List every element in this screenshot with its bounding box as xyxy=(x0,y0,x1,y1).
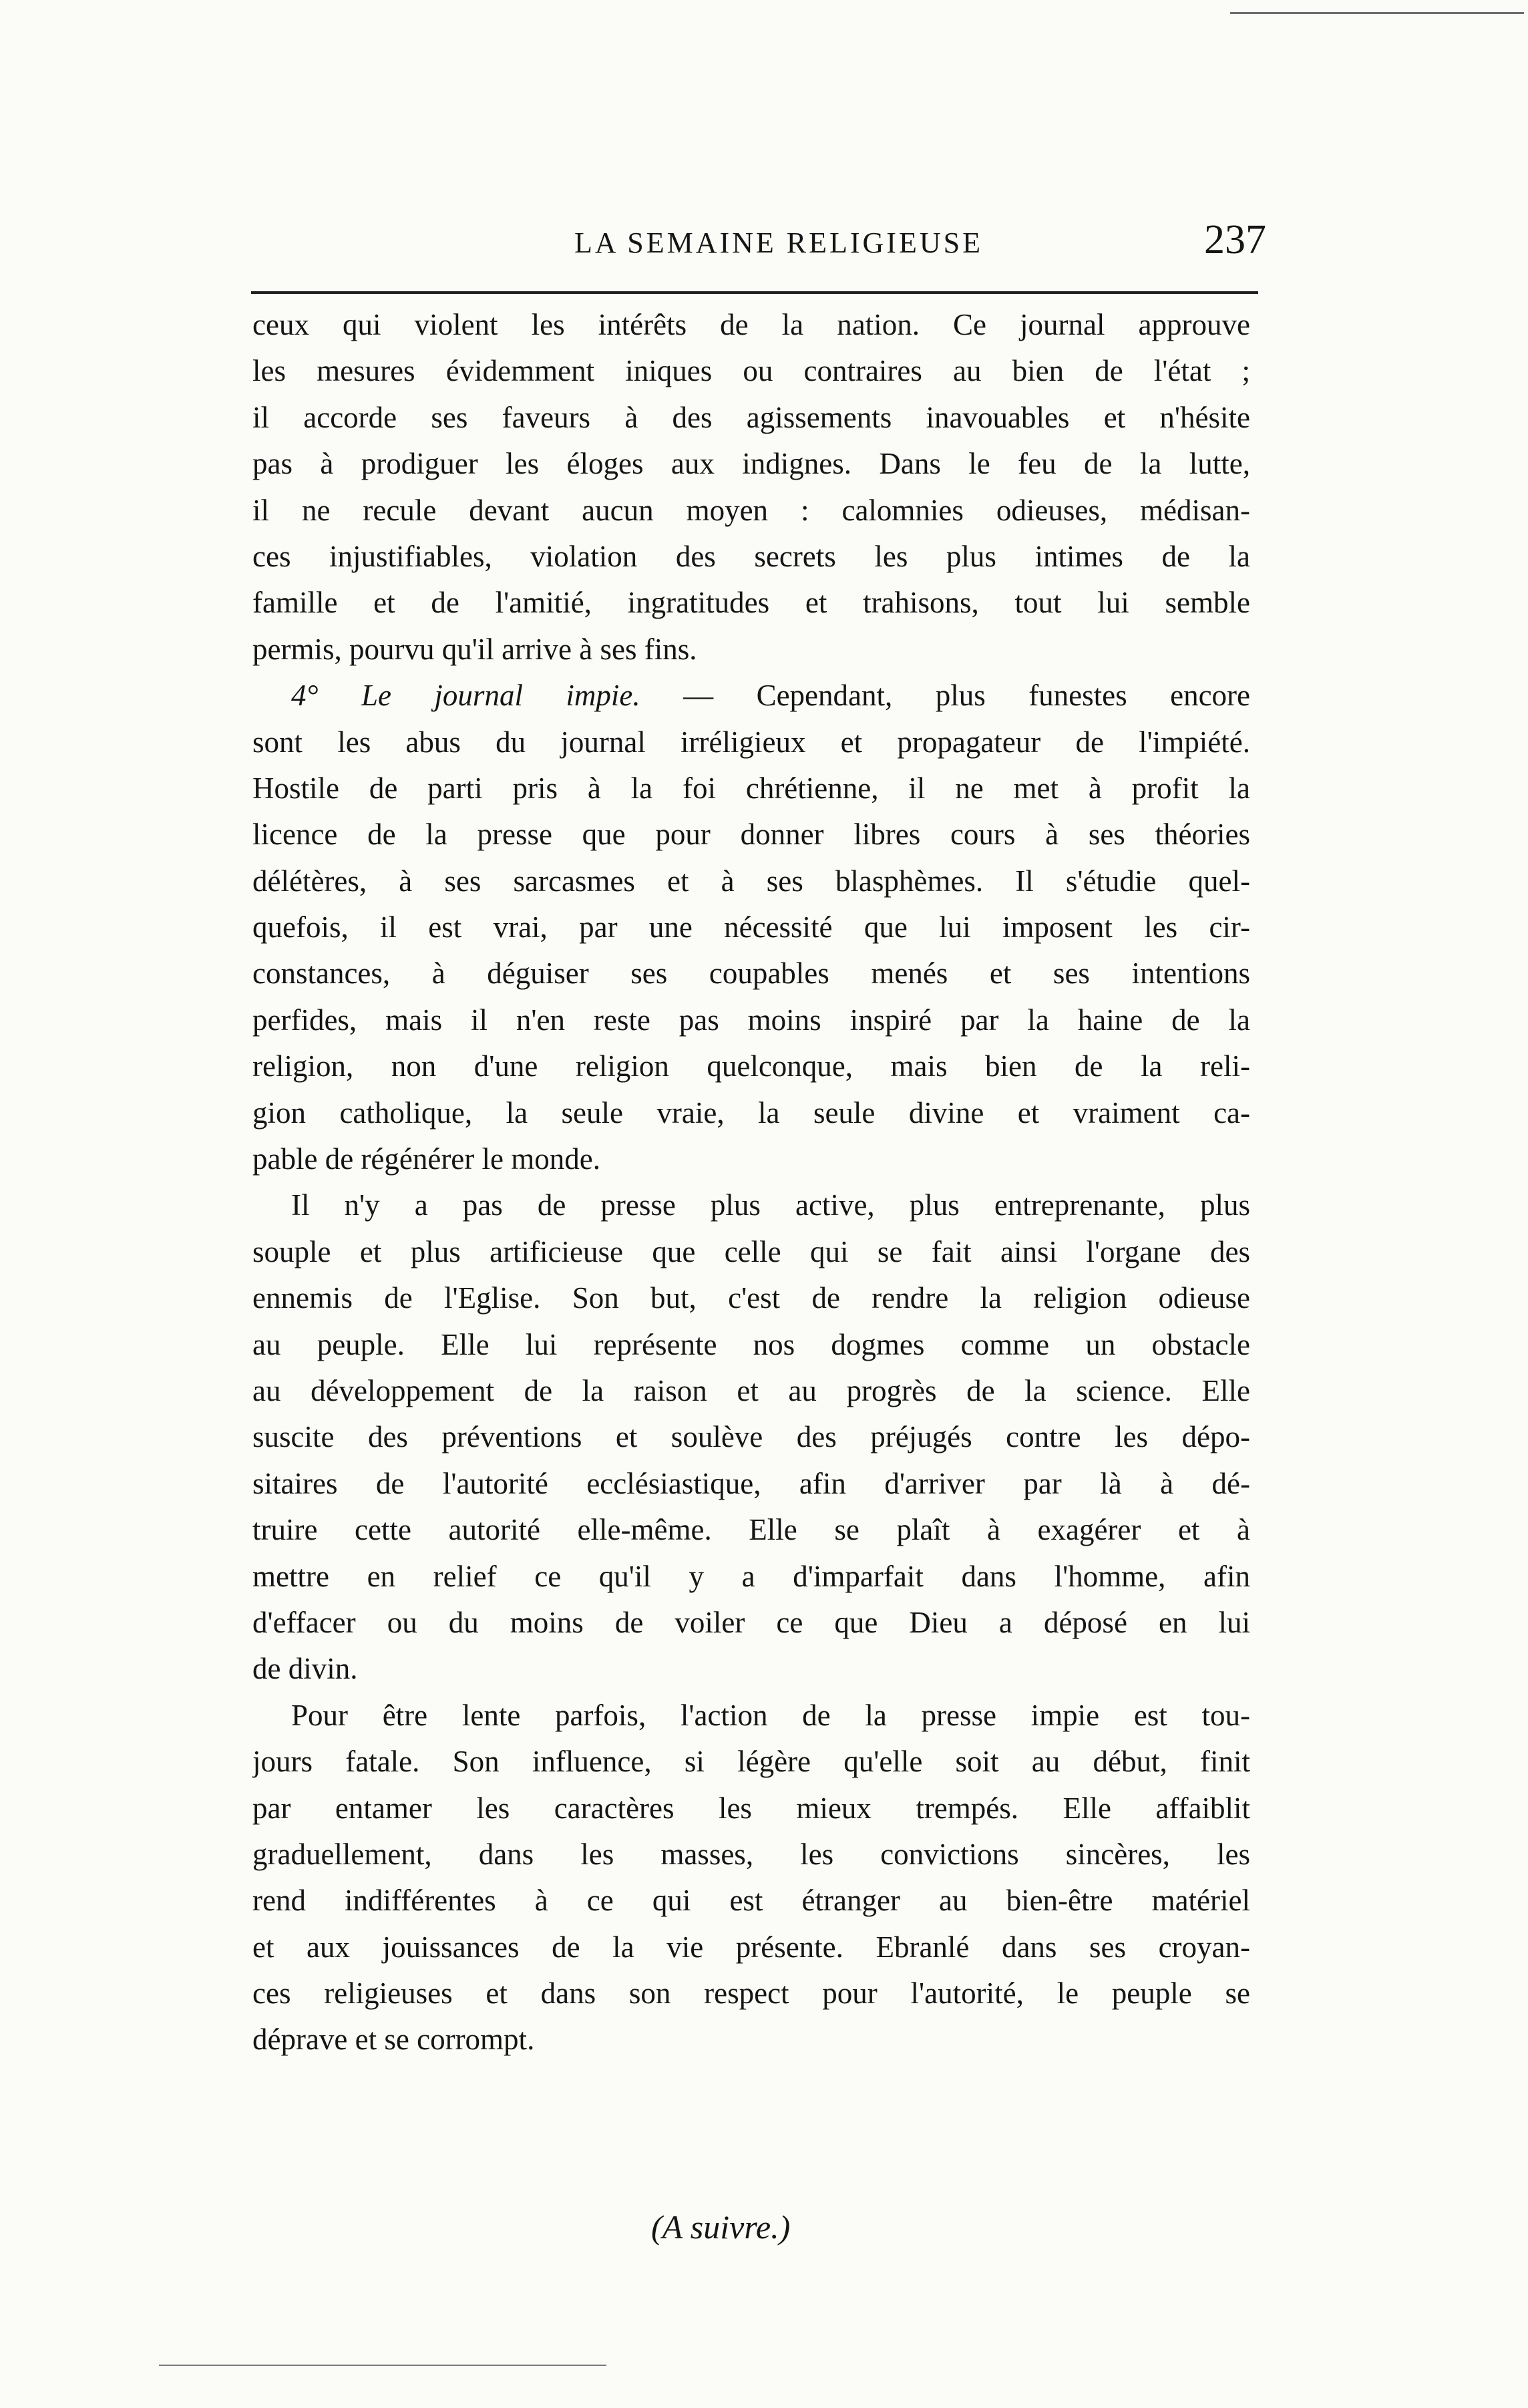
body-line-10: sont les abus du journal irréligieux et propagateur de l'impiété. xyxy=(252,725,1250,759)
body-line-35: rend indifférentes à ce qui est étranger au bien-être matériel xyxy=(252,1884,1250,1918)
body-line-36: et aux jouissances de la vie présente. Ebranlé dans ses croyan- xyxy=(252,1930,1250,1964)
section-number: 4° xyxy=(291,679,319,713)
body-line-25: suscite des préventions et soulève des préjugés contre les dépo- xyxy=(252,1420,1250,1454)
body-line-11: Hostile de parti pris à la foi chrétienne, il ne met à profit la xyxy=(252,771,1250,805)
body-line-38: déprave et se corrompt. xyxy=(252,2023,535,2057)
body-line-23: au peuple. Elle lui représente nos dogmes comme un obstacle xyxy=(252,1327,1250,1361)
body-line-3: il accorde ses faveurs à des agissements inavouables et n'hésite xyxy=(252,400,1250,434)
body-line-18: gion catholique, la seule vraie, la seule divine et vraiment ca- xyxy=(252,1095,1250,1130)
top-edge-rule xyxy=(1230,12,1524,14)
body-line-1: ceux qui violent les intérêts de la nation. Ce journal approuve xyxy=(252,308,1250,341)
page-number: 237 xyxy=(1204,217,1266,263)
body-line-34: graduellement, dans les masses, les convictions sincères, les xyxy=(252,1837,1250,1871)
bottom-edge-rule xyxy=(159,2365,606,2366)
body-line-4: pas à prodiguer les éloges aux indignes. Dans le feu de la lutte, xyxy=(252,447,1250,481)
body-line-14: quefois, il est vrai, par une nécessité que lui imposent les cir- xyxy=(252,910,1250,944)
body-line-24: au développement de la raison et au progrès de la science. Elle xyxy=(252,1373,1250,1407)
body-line-19: pable de régénérer le monde. xyxy=(252,1142,600,1176)
body-line-30: de divin. xyxy=(252,1652,358,1686)
running-title: LA SEMAINE RELIGIEUSE xyxy=(574,226,983,259)
body-line-31: Pour être lente parfois, l'action de la presse impie est tou- xyxy=(291,1698,1250,1732)
body-line-7: famille et de l'amitié, ingratitudes et trahisons, tout lui semble xyxy=(252,586,1250,620)
section-heading-rest: — Cependant, plus funestes encore xyxy=(683,679,1250,713)
body-line-17: religion, non d'une religion quelconque, mais bien de la reli- xyxy=(252,1049,1250,1083)
body-line-22: ennemis de l'Eglise. Son but, c'est de rendre la religion odieuse xyxy=(252,1281,1250,1315)
body-line-28: mettre en relief ce qu'il y a d'imparfait dans l'homme, afin xyxy=(252,1559,1250,1593)
section-heading-line xyxy=(252,673,1250,719)
body-line-37: ces religieuses et dans son respect pour l'autorité, le peuple se xyxy=(252,1976,1250,2011)
body-line-16: perfides, mais il n'en reste pas moins inspiré par la haine de la xyxy=(252,1003,1250,1037)
body-line-12: licence de la presse que pour donner libres cours à ses théories xyxy=(252,818,1250,852)
body-line-32: jours fatale. Son influence, si légère qu'elle soit au début, finit xyxy=(252,1745,1250,1779)
body-line-2: les mesures évidemment iniques ou contraires au bien de l'état ; xyxy=(252,354,1250,388)
body-line-21: souple et plus artificieuse que celle qui se fait ainsi l'organe des xyxy=(252,1234,1250,1268)
continuation-note: (A suivre.) xyxy=(651,2208,791,2246)
section-title: Le journal impie. xyxy=(361,679,640,713)
body-line-33: par entamer les caractères les mieux trempés. Elle affaiblit xyxy=(252,1791,1250,1825)
body-line-27: truire cette autorité elle-même. Elle se plaît à exagérer et à xyxy=(252,1513,1250,1547)
body-line-26: sitaires de l'autorité ecclésiastique, afin d'arriver par là à dé- xyxy=(252,1466,1250,1500)
body-line-20: Il n'y a pas de presse plus active, plus entreprenante, plus xyxy=(291,1188,1250,1222)
body-line-29: d'effacer ou du moins de voiler ce que Dieu a déposé en lui xyxy=(252,1605,1250,1639)
body-line-13: délétères, à ses sarcasmes et à ses blasphèmes. Il s'étudie quel- xyxy=(252,864,1250,898)
body-line-15: constances, à déguiser ses coupables menés et ses intentions xyxy=(252,957,1250,991)
body-line-8: permis, pourvu qu'il arrive à ses fins. xyxy=(252,632,697,666)
body-text xyxy=(252,302,1250,2063)
body-line-5: il ne recule devant aucun moyen : calomnies odieuses, médisan- xyxy=(252,493,1250,527)
header-rule xyxy=(251,291,1258,294)
body-line-6: ces injustifiables, violation des secrets les plus intimes de la xyxy=(252,539,1250,573)
